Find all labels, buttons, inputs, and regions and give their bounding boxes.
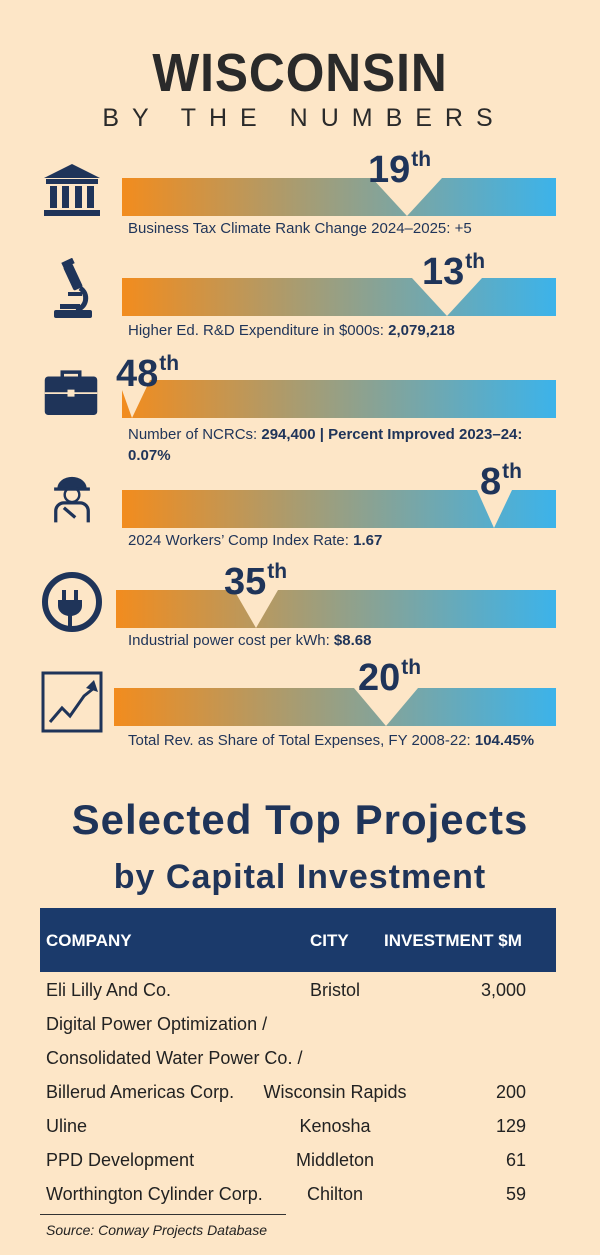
rank-value: 13th: [422, 250, 486, 293]
metric-power-cost: [0, 560, 600, 670]
metric-label: Number of NCRCs: 294,400 | Percent Improved 2023–24: 0.07%: [128, 426, 523, 464]
cell-city: Chilton: [306, 1184, 364, 1204]
metric-ncrcs: [0, 352, 600, 462]
trend-chart-icon: [40, 670, 104, 734]
cell-investment: 61: [505, 1150, 526, 1170]
cell-company: Consolidated Water Power Co. /: [46, 1048, 303, 1068]
rank-value: 19th: [368, 148, 432, 191]
cell-company: Eli Lilly And Co.: [46, 980, 172, 1000]
page-subtitle: BY THE NUMBERS: [102, 104, 506, 132]
rank-bar: [114, 688, 556, 726]
cell-investment: 3,000: [480, 980, 526, 1000]
table-row: [0, 980, 600, 1014]
cell-company: PPD Development: [46, 1150, 195, 1170]
metric-label: Industrial power cost per kWh: $8.68: [128, 632, 372, 649]
metric-label: Business Tax Climate Rank Change 2024–2025: +5: [128, 220, 472, 237]
table-row: [0, 1116, 600, 1150]
rank-bar: [116, 590, 556, 628]
microscope-icon: [40, 258, 104, 322]
cell-city: Middleton: [295, 1150, 375, 1170]
rank-value: 8th: [480, 460, 522, 503]
cell-city: Bristol: [309, 980, 360, 1000]
cell-investment: 59: [505, 1184, 526, 1204]
rank-value: 48th: [116, 352, 180, 395]
cell-company: Worthington Cylinder Corp.: [46, 1184, 263, 1204]
projects-table-header: [40, 908, 556, 972]
cell-company: Uline: [46, 1116, 88, 1136]
cell-city: Kenosha: [299, 1116, 371, 1136]
table-row: [0, 1184, 600, 1218]
metric-revenue-share: [0, 656, 600, 766]
source-note: Source: Conway Projects Database: [46, 1222, 267, 1238]
cell-investment: 129: [495, 1116, 526, 1136]
rank-bar: [122, 278, 556, 316]
bank-icon: [40, 158, 104, 222]
construction-worker-icon: [46, 468, 98, 528]
rank-bar: [122, 178, 556, 216]
rank-value: 35th: [224, 560, 288, 603]
metric-label: Higher Ed. R&D Expenditure in $000s: 2,079,218: [128, 322, 455, 339]
metric-label: 2024 Workers’ Comp Index Rate: 1.67: [128, 532, 383, 549]
header-investment: INVESTMENT $M: [384, 931, 522, 950]
header-company: COMPANY: [46, 931, 132, 950]
projects-title: Selected Top Projects: [71, 796, 529, 843]
power-plug-icon: [40, 570, 104, 634]
projects-subtitle: by Capital Investment: [113, 858, 487, 896]
source-divider: [40, 1214, 286, 1215]
table-row: [0, 1014, 600, 1048]
metric-tax-climate: [0, 148, 600, 258]
page-title: WISCONSIN: [152, 43, 448, 103]
cell-investment: 200: [495, 1082, 526, 1102]
table-row: [0, 1048, 600, 1082]
table-row: [0, 1082, 600, 1116]
briefcase-icon: [40, 366, 102, 422]
metric-rd-expenditure: [0, 250, 600, 360]
metric-workers-comp: [0, 460, 600, 570]
cell-city: Wisconsin Rapids: [263, 1082, 407, 1102]
table-row: [0, 1150, 600, 1184]
header-city: CITY: [310, 931, 349, 950]
cell-company: Digital Power Optimization /: [46, 1014, 268, 1034]
cell-company: Billerud Americas Corp.: [46, 1082, 235, 1102]
rank-bar: [122, 380, 556, 418]
rank-value: 20th: [358, 656, 422, 699]
metric-label: Total Rev. as Share of Total Expenses, FY 2008-22: 104.45%: [128, 732, 535, 749]
